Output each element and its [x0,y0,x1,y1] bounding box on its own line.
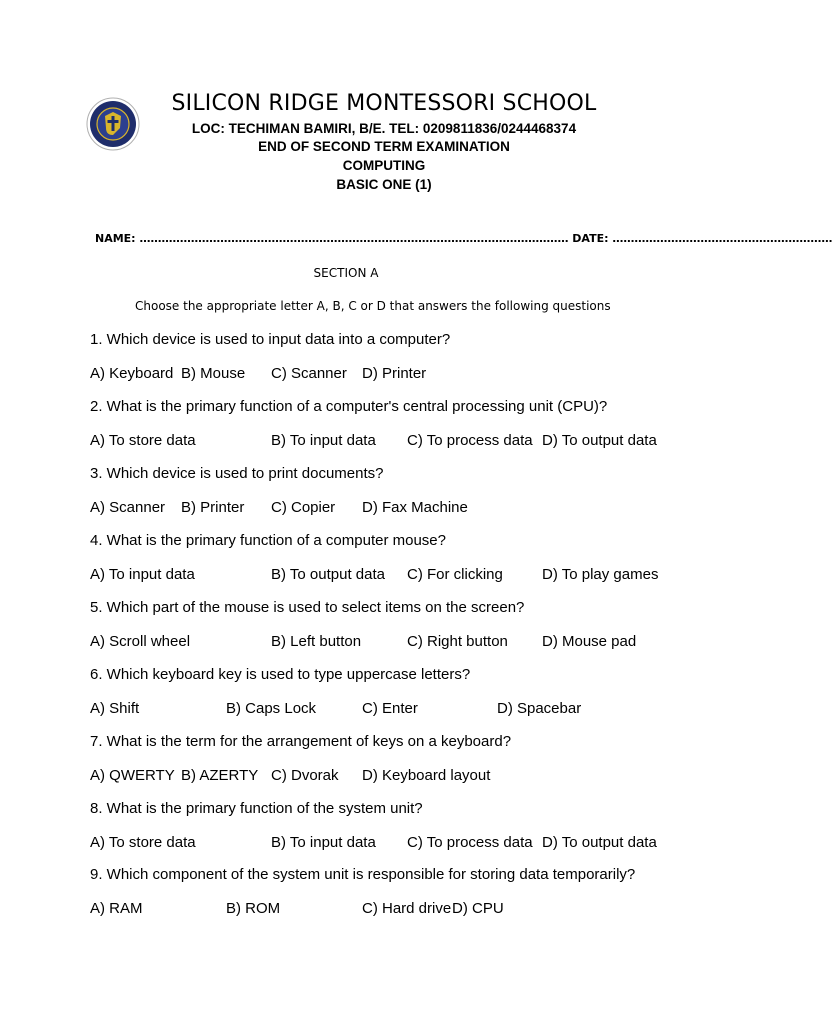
answer-option: A) Scanner [90,499,166,516]
answer-option: D) Printer [362,365,427,382]
answer-options [90,700,710,720]
answer-option: B) Mouse [181,365,246,382]
answer-option: D) Fax Machine [362,499,468,516]
answer-option: C) Dvorak [271,767,339,784]
answer-option: D) To output data [542,834,657,851]
question-text: 2. What is the primary function of a computer's central processing unit (CPU)? [90,398,608,415]
answer-options [90,432,710,452]
answer-options [90,566,710,586]
answer-option: B) AZERTY [181,767,259,784]
name-date-line [95,232,832,245]
question-text: 6. Which keyboard key is used to type uppercase letters? [90,666,471,683]
question-text: 7. What is the term for the arrangement of keys on a keyboard? [90,733,512,750]
answer-option: B) Left button [271,633,362,650]
answer-option: C) Enter [362,700,418,717]
name-label: NAME: [95,232,136,245]
school-location-line: LOC: TECHIMAN BAMIRI, B/E. TEL: 0209811836/0244468374 [191,121,577,136]
answer-option: B) Printer [181,499,245,516]
answer-option: B) Caps Lock [226,700,317,717]
answer-options [90,834,710,854]
answer-option: A) To store data [90,834,196,851]
answer-option: D) Mouse pad [542,633,637,650]
answer-option: A) Scroll wheel [90,633,191,650]
answer-option: A) RAM [90,900,143,917]
answer-option: A) To input data [90,566,195,583]
answer-option: D) To output data [542,432,657,449]
question-text: 5. Which part of the mouse is used to select items on the screen? [90,599,525,616]
answer-options [90,499,710,519]
section-title: SECTION A [313,266,379,280]
answer-option: B) To input data [271,834,376,851]
question-text: 1. Which device is used to input data into a computer? [90,331,451,348]
answer-option: B) To output data [271,566,385,583]
answer-option: C) Hard drive [362,900,452,917]
answer-option: A) To store data [90,432,196,449]
answer-options [90,900,710,920]
answer-options [90,365,710,385]
answer-option: D) Keyboard layout [362,767,491,784]
name-blank: ……………………………………………………………………………………………………… [139,232,569,245]
section-instruction: Choose the appropriate letter A, B, C or D that answers the following questions [135,299,611,313]
answer-option: B) ROM [226,900,281,917]
answer-option: C) To process data [407,834,533,851]
subject-title: COMPUTING [342,158,426,173]
answer-options [90,633,710,653]
question-text: 8. What is the primary function of the system unit? [90,800,423,817]
answer-option: C) Right button [407,633,508,650]
answer-option: A) Keyboard [90,365,174,382]
answer-option: D) CPU [452,900,504,917]
question-text: 4. What is the primary function of a computer mouse? [90,532,446,549]
answer-option: C) To process data [407,432,533,449]
exam-title: END OF SECOND TERM EXAMINATION [258,139,510,154]
answer-option: B) To input data [271,432,376,449]
school-name: SILICON RIDGE MONTESSORI SCHOOL [171,91,597,116]
answer-option: D) Spacebar [497,700,582,717]
class-level: BASIC ONE (1) [336,177,432,192]
answer-option: C) Scanner [271,365,347,382]
answer-option: C) Copier [271,499,336,516]
answer-option: D) To play games [542,566,659,583]
answer-option: C) For clicking [407,566,503,583]
answer-options [90,767,710,787]
date-blank: …………………………………………………… [612,232,832,245]
date-label: DATE: [572,232,609,245]
question-text: 3. Which device is used to print documents? [90,465,384,482]
answer-option: A) QWERTY [90,767,175,784]
answer-option: A) Shift [90,700,140,717]
question-text: 9. Which component of the system unit is responsible for storing data temporarily? [90,866,636,883]
